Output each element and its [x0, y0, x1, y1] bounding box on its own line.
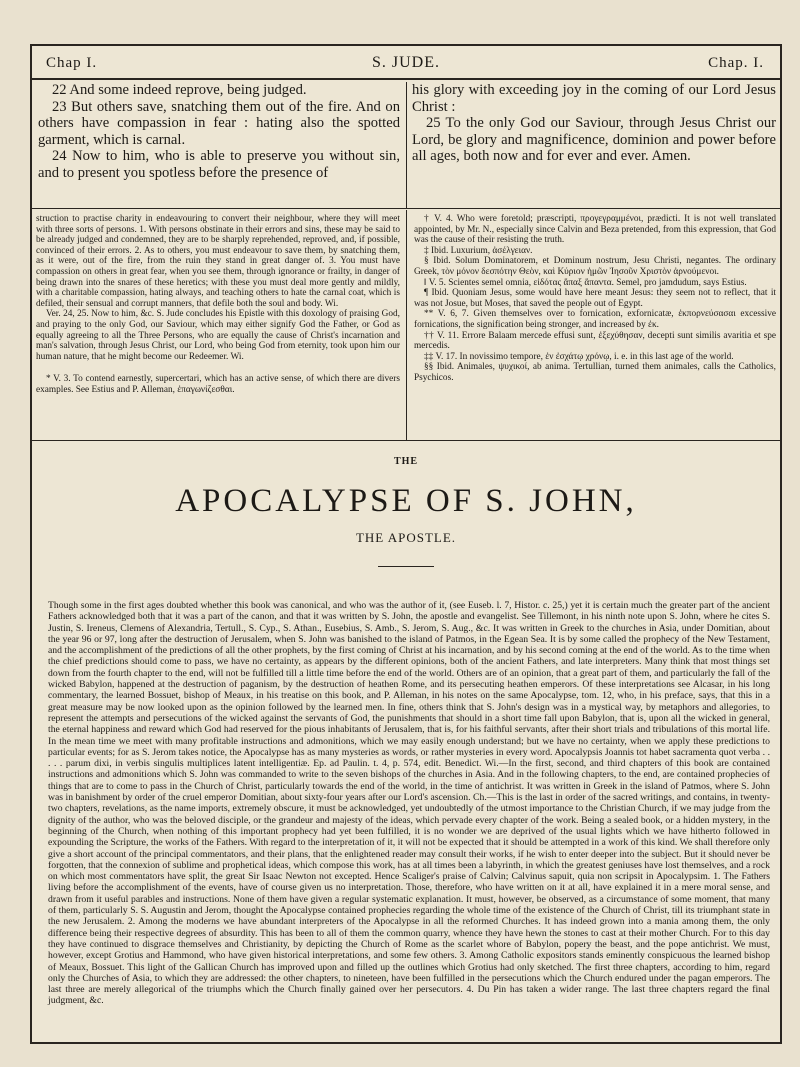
verse-22: 22 And some indeed reprove, being judged. — [52, 82, 307, 98]
footnote: ** V. 6, 7. Given themselves over to fornication, exfornicatæ, ἐκπορνεύσασαι excessive fornications, the signification being stronger, and increased by ἐκ. — [414, 309, 776, 330]
footnote: †† V. 11. Errore Balaam mercede effusi sunt, ἐξεχύθησαν, decepti sunt similis avaritia et spe mercedis. — [414, 330, 776, 352]
verse-23: 23 But others save, snatching them out of the fire. And on others have compassion in fear : hating also the spotted garment, which is carnal. — [38, 98, 400, 148]
note-paragraph: struction to practise charity in endeavouring to convert their neighbour, where they will meet with three sorts of persons. 1. With persons obstinate in their errors and sins, these may be said to be already judged and condemned, they are to be sharply reprehended, reproved, and, if possible, convinced of their errors. 2. As to others, you must endeavour to save them, by snatching them, as it were, out of the fire, from the ruin they stand in great danger of. 3. You must have compassion on others in great fear, when you see them, through ignorance or frailty, in danger of being drawn into the snares of these heretics; with these you must deal more gently and mildly, with a charitable compassion, hating always, and teaching others to hate the carnal coat, which is defiled, their sensual and corrupt manners, that defile both the soul and body. Wi. — [36, 214, 400, 309]
verse-25: 25 To the only God our Saviour, through Jesus Christ our Lord, be glory and magnificence, dominion and power before all ages, both now and for ever and ever. Amen. — [412, 115, 776, 165]
footnote: † V. 4. Who were foretold; præscripti, προγεγραμμένοι, prædicti. It is not well translated appointed, by Mr. N., especially since Calvin and Beza pretended, from this expression, that God was the cause of their resisting the truth. — [414, 214, 776, 246]
footnote: ‖ V. 5. Scientes semel omnia, εἰδότας ἅπαξ ἅπαντα. Semel, pro jamdudum, says Estius. — [424, 277, 747, 288]
verses-left-column — [38, 82, 400, 182]
verses-right-column — [412, 82, 776, 165]
column-divider — [406, 82, 407, 208]
book-subtitle: THE APOSTLE. — [355, 530, 457, 545]
footnote: ‡‡ V. 17. In novissimo tempore, ἐν ἐσχάτῳ χρόνῳ, i. e. in this last age of the world. — [424, 351, 734, 362]
page — [30, 44, 782, 1044]
note-paragraph: Ver. 24, 25. Now to him, &c. S. Jude concludes his Epistle with this doxology of praising God, and praying to the only God, our Saviour, which may either signify God the Father, or God as equally agreeing to all the Three Persons, who are equally the cause of Christ's incarnation and man's salvation, through Jesus Christ, our Lord, who being God from eternity, took upon him our human nature, that he might become our Redeemer. Wi. — [36, 309, 400, 362]
header-center: S. JUDE. — [371, 54, 440, 71]
header-left: Chap I. — [46, 55, 98, 71]
verse-24-cont: his glory with exceeding joy in the coming of our Lord Jesus Christ : — [412, 82, 776, 115]
running-header — [32, 46, 780, 80]
section-rule — [32, 440, 780, 441]
verse-24: 24 Now to him, who is able to preserve you without sin, and to present you spotless before the presence of — [38, 148, 400, 181]
commentary-notes — [32, 214, 780, 395]
footnote: §§ Ibid. Animales, ψυχικοί, ab anima. Tertullian, turned them animales, calls the Catholics, Psychicos. — [414, 362, 776, 383]
footnote: ‡ Ibid. Luxurium, ἀσέλγειαν. — [424, 245, 533, 256]
title-article: THE — [393, 456, 419, 467]
verses-notes-rule — [32, 208, 780, 209]
header-right: Chap. I. — [708, 55, 764, 71]
verses — [32, 82, 780, 200]
footnote: ¶ Ibid. Quoniam Jesus, some would have here meant Jesus: they seem not to reflect, that it was not Josue, but Moses, that saved the people out of Egypt. — [414, 288, 776, 309]
title-rule — [378, 566, 434, 567]
book-title-block — [32, 456, 780, 567]
footnote: § Ibid. Solum Dominatorem, et Dominum nostrum, Jesu Christi, negantes. The ordinary Greek, τὸν μόνον δεσπότην Θεὸν, καὶ Κύριον ἡμῶν Ἰησοῦν Χριστὸν ἀρνούμενοι. — [414, 256, 776, 277]
book-title: APOCALYPSE OF S. JOHN, — [175, 483, 637, 519]
introduction — [48, 600, 770, 1007]
notes-left-column — [36, 214, 400, 396]
footnote: * V. 3. To contend earnestly, supercertari, which has an active sense, of which there are divers examples. See Estius and P. Alleman, ἐπαγωνίζεσθαι. — [36, 374, 400, 395]
notes-right-column — [414, 214, 776, 384]
introduction-text: Though some in the first ages doubted whether this book was canonical, and who was the author of it, (see Euseb. l. 7, Histor. c. 25,) yet it is certain much the greater part of the ancient Fathers acknowledged both that it was a part of the canon, and that it was written by S. John, the apostle and evangelist. See Tillemont, in his ninth note upon S. John, where he cites S. Justin, S. Ireneus, Clemens of Alexandria, Tertull., S. Cyp., S. Athan., Eusebius, S. Amb., S. Jerom, S. Aug., &c. It was written in Greek to the churches in Asia, under Domitian, about the year 96 or 97, long after the destruction of Jerusalem, when S. John was banished to the island of Patmos, in the Egean Sea. It is by some called the prophecy of the New Testament, and the accomplishment of the predictions of all the other prophets, by the first coming of Christ at his incarnation, and by his second coming at the end of the world. As to the time when the chief predictions should come to pass, we have no certainty, as appears by the different opinions, both of the ancient Fathers, and late interpreters. Many think that most things set down from the fourth chapter to the end, will not be fulfilled till a little time before the end of the world. Others are of an opinion, that a great part of them, and particularly the fall of the wicked Babylon, happened at the destruction of paganism, by the destruction of heathen Rome, and its persecuting heathen emperors. Of these interpretations see Alcasar, in his long commentary, the learned Bossuet, bishop of Meaux, in his treatise on this book, and P. Alleman, in his notes on the same Apocalypse, tom. 12, who, in his preface, says, that this in a great measure may be now looked upon as the opinion followed by the learned men. In fine, others think that S. John's design was in a mystical way, by metaphors and allegories, to represent the attempts and persecutions of the wicked against the servants of God, the punishments that should in a short time fall upon Babylon, that is, upon all the wicked in general, the eternal happiness and reward which God had reserved for the pious inhabitants of Jerusalem, that is, for his faithful servants, after their short trials and tribulations of this mortal life. In the mean time we meet with many profitable instructions and admonitions, which we may easily enough understand; but we have no certainty, when we apply these predictions to particular events; for as S. Jerom takes notice, the Apocalypse has as many mysteries as words, or rather mysteries in every word. Apocalypsis Joannis tot habet sacramenta quot verba . . . . . parum dixi, in verbis singulis multiplices latent intelligentiæ. Ep. ad Paulin. t. 4, p. 574, edit. Benedict. Wi.—In the first, second, and third chapters of this book are contained instructions and admonitions which S. John was commanded to write to the seven bishops of the churches in Asia. And in the following chapters, to the end, are contained prophecies of things that are to come to pass in the Church of Christ, particularly towards the end of the world, in the time of antichrist. It was written in Greek in the island of Patmos, where S. John was in banishment by order of the cruel emperor Domitian, about sixty-four years after our Lord's ascension. Ch.—This is the last in order of the sacred writings, and contains, in twenty-two chapters, revelations, as the name imports, extremely obscure, it must be acknowledged, yet undoubtedly of the utmost importance to the Christian Church, if we may judge from the dignity of the author, who was the beloved disciple, or the grandeur and majesty of the ideas, which pervade every chapter of the work. Being a sealed book, or a hidden mystery, in the beginning of the Church, when nothing of this important prophecy had yet been fulfilled, it is no wonder we are deprived of the usual lights which we have hitherto followed in expounding the Scripture, the works of the Fathers. With regard to the interpretation of it, it will not be expected that it should be attempted in a work of this kind. We shall therefore only give a short account of the principal commentators, and their plans, that the enlightened reader may consult their works, if he wish to enter deeper into the subject. But it should never be forgotten, that the connexion of sublime and prophetical ideas, which compose this work, has at all times been a labyrinth, in which the greatest geniuses have lost themselves, and a rock on which most commentators have split, the great Sir Isaac Newton not excepted. Hence Scaliger's praise of Calvin; Calvinus sapuit, quia non scripsit in Apocalypsim. 1. The Fathers living before the accomplishment of the events, have of course given us no interpretation. Those, therefore, who have written on it at all, have explained it in a mere moral sense, and drawn from it useful parables and instructions. None of them have given a regular systematic explanation. It must, however, be observed, as a circumstance of some moment, that many of them, particularly S. S. Augustin and Jerom, thought the Apocalypse contained prophecies regarding the whole time of the existence of the Church of Christ, till its triumphant state in the new Jerusalem. 2. Among the moderns we have abundant interpreters of the Apocalypse in all the reformed Churches. It has indeed grown into a mania among them, the only difference being their respective degrees of absurdity. This has been to all of them the common quarry, whence they have hewn the stones to cast at their mother Church. For to this day they have continued to disgrace themselves and Christianity, by depicting the Church of Rome as the scarlet whore of Babylon, popery the beast, and the pope antichrist. We must, however, except Grotius and Hammond, who have given historical interpretations, and some few others. 3. Among Catholic expositors stands eminently conspicuous the learned bishop of Meaux, Bossuet. This light of the Gallican Church has improved upon and filled up the outlines which Grotius had only sketched. The first three chapters, according to him, regard only the Churches of Asia, to which they are addressed: the other chapters, to nineteen, have been fulfilled in the persecutions which the Church endured under the pagan emperors. The last three are merely allegorical of the triumphs which the Church finally gained over her persecutors. 4. Du Pin has taken a wider range. The last three chapters regard the final judgment, &c. — [48, 600, 770, 1007]
